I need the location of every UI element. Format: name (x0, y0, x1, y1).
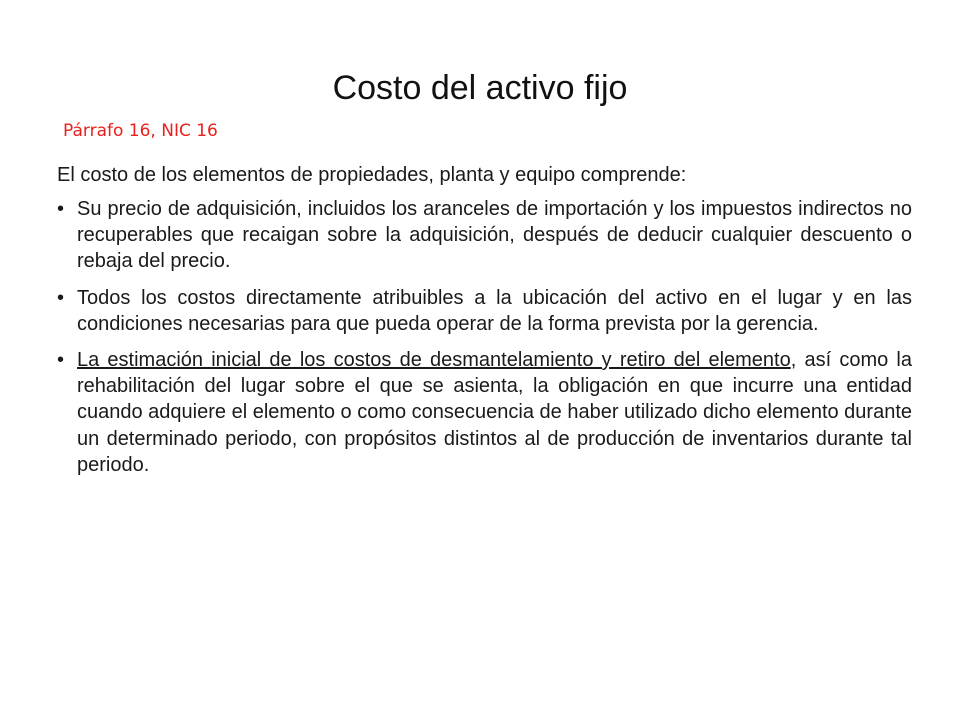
bullet-dot-icon: • (57, 198, 65, 220)
bullet-underlined-text: La estimación inicial de los costos de desmantelamiento y retiro del elemento (77, 349, 791, 372)
bullet-text: Todos los costos directamente atribuibles a la ubicación del activo en el lugar y en las condiciones necesarias para que pueda operar de la forma prevista por la gerencia. (77, 286, 912, 335)
bullet-list (57, 196, 912, 488)
intro-text: El costo de los elementos de propiedades, planta y equipo comprende: (57, 164, 687, 186)
bullet-dot-icon: • (57, 286, 65, 309)
slide-title: Costo del activo fijo (332, 69, 628, 107)
bullet-text: Su precio de adquisición, incluidos los aranceles de importación y los impuestos indirectos no recuperables que recaigan sobre la adquisición, después de deducir cualquier descuento o rebaja del precio. (77, 198, 912, 273)
bullet-dot-icon: • (57, 349, 65, 372)
bullet-text: , así como la rehabilitación del lugar sobre el que se asienta, la obligación en que incurre una entidad cuando adquiere el elemento o como consecuencia de haber utilizado dicho elemento durante un determinado periodo, con propósitos distintos al de producción de inventarios durante tal periodo. (77, 349, 913, 476)
bullet-item (57, 347, 912, 478)
bullet-item (57, 285, 912, 337)
bullet-item (57, 196, 912, 275)
slide-subtitle: Párrafo 16, NIC 16 (63, 121, 218, 141)
